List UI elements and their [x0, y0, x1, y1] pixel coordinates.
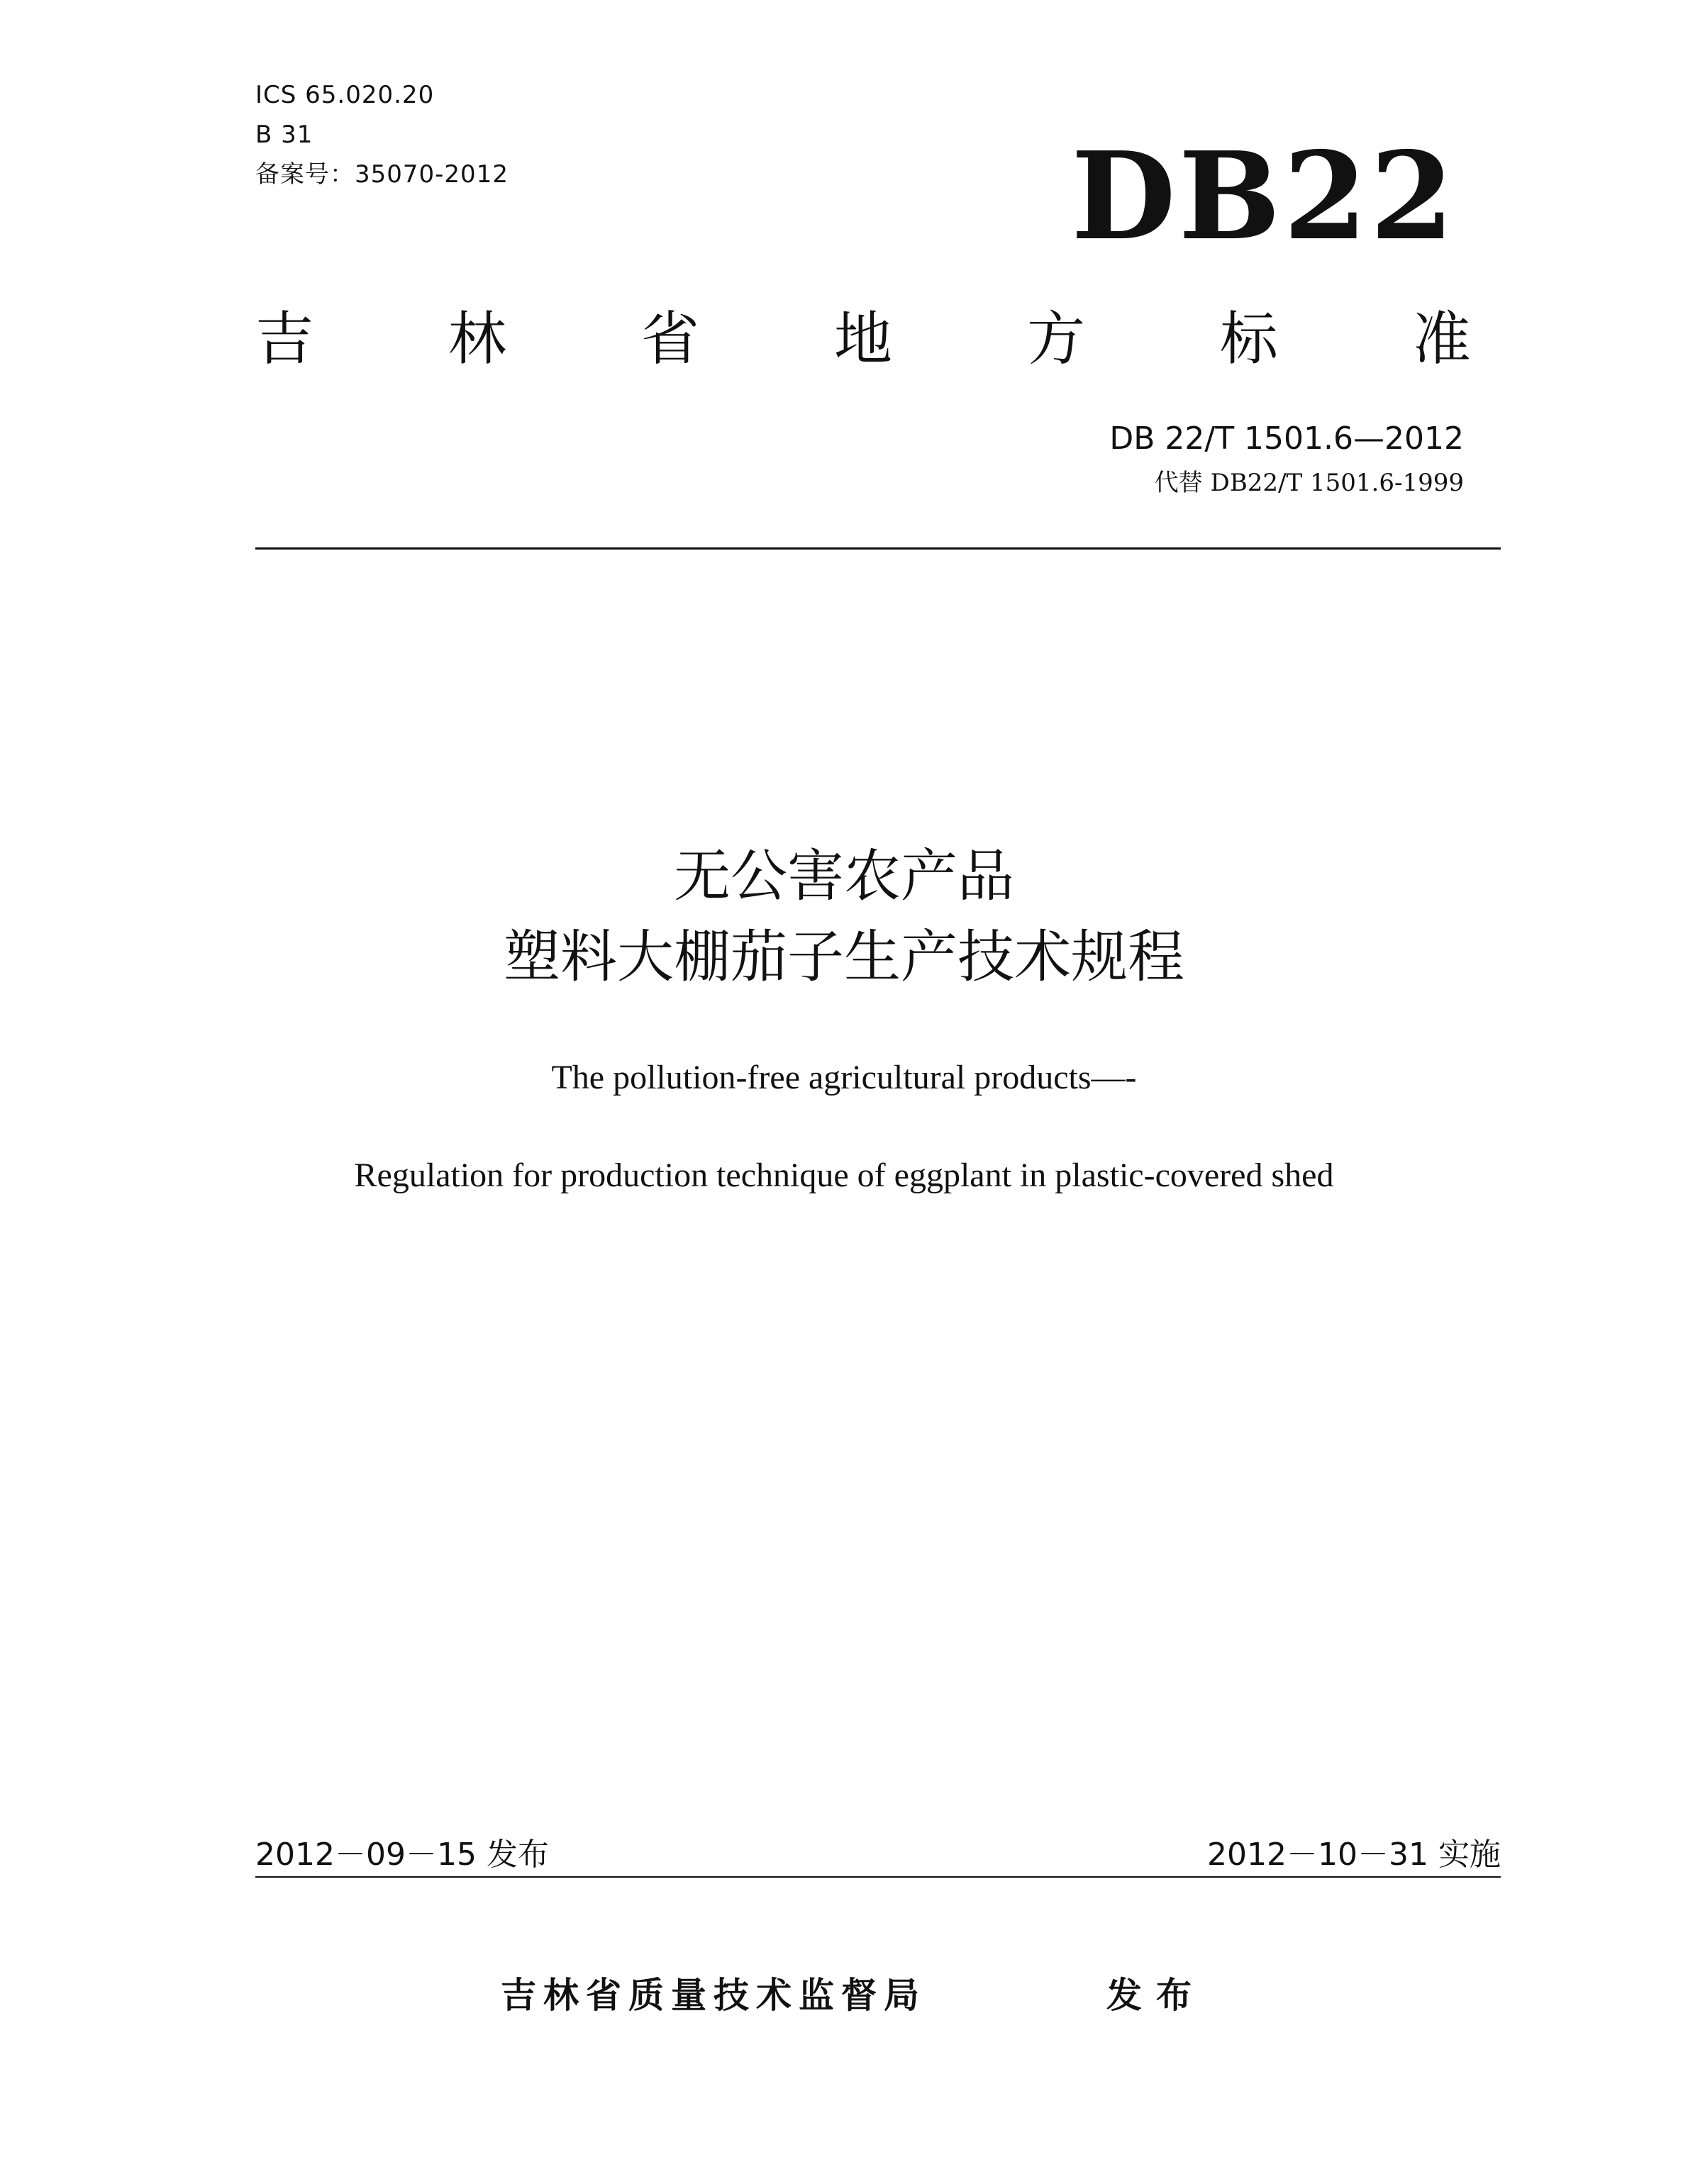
effective-date: 2012－10－31 实施 [1207, 1837, 1501, 1873]
standard-type-char: 省 [640, 306, 699, 373]
publisher-name: 吉林省质量技术监督局 [501, 1975, 926, 2016]
standard-type-char: 林 [448, 306, 506, 373]
standard-type-char: 地 [833, 306, 892, 373]
issue-date: 2012－09－15 发布 [255, 1837, 549, 1873]
replaces-standard: 代替 DB22/T 1501.6-1999 [1154, 469, 1464, 497]
standard-type-char: 准 [1412, 306, 1471, 373]
title-english-line-2: Regulation for production technique of eggplant in plastic-covered shed [354, 1157, 1334, 1194]
standard-type-char: 吉 [255, 306, 314, 373]
standard-type-char: 标 [1219, 306, 1278, 373]
ics-code: ICS 65.020.20 [255, 81, 435, 109]
filing-number: 备案号：35070-2012 [255, 160, 509, 189]
title-chinese-line-1: 无公害农产品 [674, 843, 1014, 909]
standard-number: DB 22/T 1501.6—2012 [1109, 420, 1464, 457]
publish-label: 发布 [1106, 1975, 1206, 2016]
standard-code-large: DB22 [1071, 126, 1457, 267]
standard-type-heading [255, 301, 1471, 379]
ccs-code: B 31 [255, 121, 313, 149]
header-divider [255, 547, 1501, 550]
title-english-line-1: The pollution-free agricultural products—- [551, 1059, 1137, 1096]
standard-type-char: 方 [1026, 306, 1085, 373]
footer-divider [255, 1876, 1501, 1878]
title-chinese-line-2: 塑料大棚茄子生产技术规程 [504, 924, 1184, 990]
